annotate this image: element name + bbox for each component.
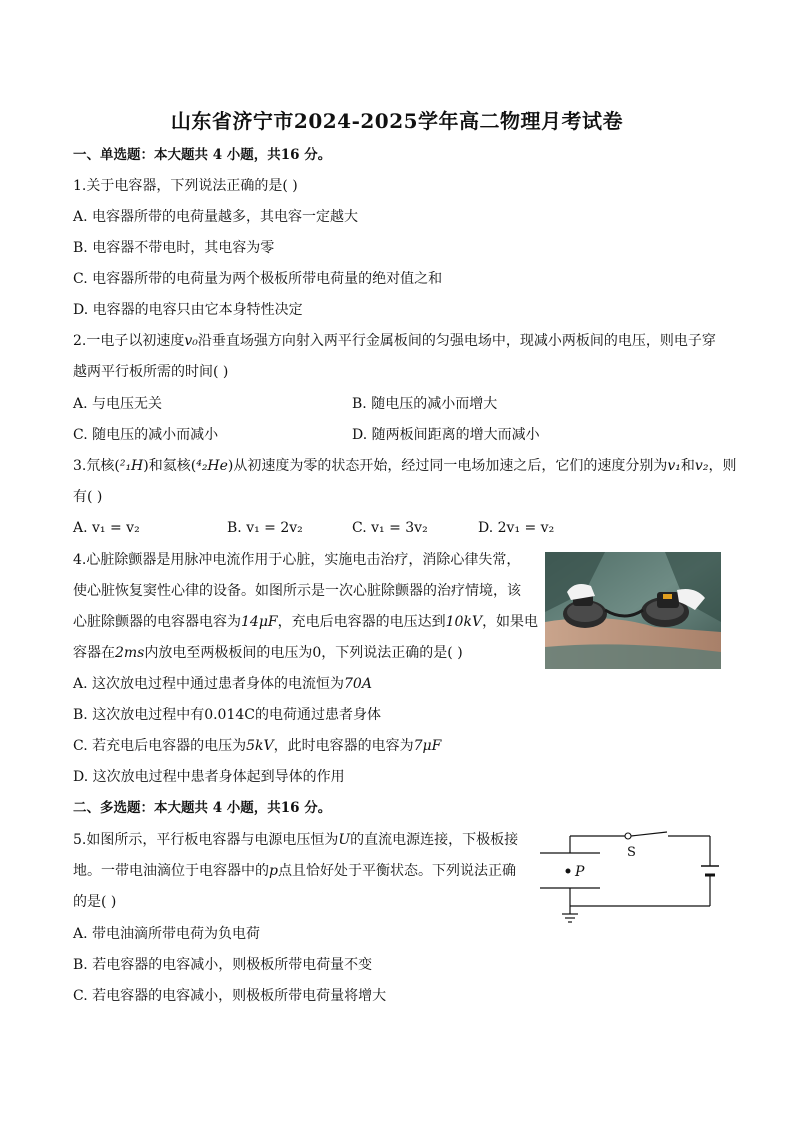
q2-stem-line2: 越两平行板所需的时间( ) bbox=[73, 364, 229, 380]
q4-option-b-text: B. 这次放电过程中有 bbox=[73, 707, 205, 723]
q4-option-b-value: 0.014C bbox=[204, 707, 255, 723]
defibrillator-photo bbox=[545, 552, 721, 669]
q5-text: 地。一带电油滴位于电容器中的 bbox=[73, 863, 269, 879]
q4-voltage: 10kV bbox=[445, 614, 483, 630]
q4-option-c bbox=[73, 736, 441, 756]
q5-stem-line1 bbox=[73, 830, 518, 850]
q4-option-c-value: 7μF bbox=[413, 738, 442, 754]
q4-option-a bbox=[73, 674, 372, 694]
q3-v1: v₁ bbox=[667, 458, 681, 474]
q2-option-d: D. 随两板间距离的增大而减小 bbox=[352, 427, 540, 443]
section-heading-2: 二、多选题：本大题共 4 小题，共16 分。 bbox=[73, 800, 332, 816]
q4-option-b bbox=[73, 705, 381, 725]
q2-option-a: A. 与电压无关 bbox=[73, 396, 163, 412]
q1-option-d: D. 电容器的电容只由它本身特性决定 bbox=[73, 302, 303, 318]
switch-s-label: S bbox=[627, 845, 636, 860]
page-title: 山东省济宁市2024-2025学年高二物理月考试卷 bbox=[170, 109, 624, 133]
q5-option-c: C. 若电容器的电容减小，则极板所带电荷量将增大 bbox=[73, 988, 387, 1004]
q4-time: 2ms bbox=[115, 645, 145, 661]
q5-text: 5.如图所示，平行板电容器与电源电压恒为 bbox=[73, 832, 339, 848]
q2-text: 沿垂直场强方向射入两平行金属板间的匀强电场中，现减小两板间的电压，则电子穿 bbox=[197, 333, 716, 349]
q4-text: ，如果电 bbox=[482, 614, 539, 630]
q4-text: 容器在 bbox=[73, 645, 115, 661]
q2-text: 2.一电子以初速度 bbox=[73, 333, 185, 349]
q1-option-c: C. 电容器所带的电荷量为两个极板所带电荷量的绝对值之和 bbox=[73, 271, 443, 287]
q5-stem-line2 bbox=[73, 861, 516, 881]
circuit-svg bbox=[535, 828, 725, 928]
q5-option-b: B. 若电容器的电容减小，则极板所带电荷量不变 bbox=[73, 957, 373, 973]
q4-stem-line4 bbox=[73, 643, 463, 663]
q3-option-b: B. v₁ = 2v₂ bbox=[227, 520, 303, 536]
defibrillator-illustration bbox=[545, 552, 721, 669]
q2-v0: v₀ bbox=[184, 333, 198, 349]
q2-option-c: C. 随电压的减小而减小 bbox=[73, 427, 219, 443]
q5-stem-line3: 的是( ) bbox=[73, 894, 117, 910]
q5-text: 点且恰好处于平衡状态。下列说法正确 bbox=[277, 863, 516, 879]
q3-helium: ⁴₂He bbox=[196, 458, 228, 474]
q4-text: 心脏除颤器的电容器电容为 bbox=[73, 614, 241, 630]
switch-contact bbox=[625, 833, 631, 839]
q4-option-c-value: 5kV bbox=[246, 738, 274, 754]
q4-option-a-text: A. 这次放电过程中通过患者身体的电流恒为 bbox=[73, 676, 345, 692]
q3-text: ，则 bbox=[708, 458, 737, 474]
q1-option-b: B. 电容器不带电时，其电容为零 bbox=[73, 240, 275, 256]
capacitor-circuit-diagram bbox=[535, 828, 725, 928]
q5-voltage-symbol: U bbox=[338, 832, 351, 848]
q3-text: )从初速度为零的状态开始，经过同一电场加速之后，它们的速度分别为 bbox=[227, 458, 668, 474]
q4-option-b-text: 的电荷通过患者身体 bbox=[255, 707, 381, 723]
q5-text: 的直流电源连接，下极板接 bbox=[350, 832, 519, 848]
q4-option-c-text: ，此时电容器的电容为 bbox=[273, 738, 414, 754]
q3-option-c: C. v₁ = 3v₂ bbox=[352, 520, 428, 536]
q4-option-a-value: 70A bbox=[344, 676, 372, 692]
q4-stem-line3 bbox=[73, 612, 538, 632]
q4-stem-line2: 使心脏恢复窦性心律的设备。如图所示是一次心脏除颤器的治疗情境，该 bbox=[73, 583, 521, 599]
q4-stem-line1: 4.心脏除颤器是用脉冲电流作用于心脏，实施电击治疗，消除心律失常， bbox=[73, 552, 521, 568]
q3-deuteron: ²₁H bbox=[119, 458, 144, 474]
q4-zero: 0 bbox=[312, 645, 322, 661]
q4-text: 内放电至两极板间的电压为 bbox=[144, 645, 313, 661]
q4-text: ，下列说法正确的是( ) bbox=[321, 645, 463, 661]
q5-point-symbol: p bbox=[269, 863, 278, 879]
q4-capacitance: 14μF bbox=[241, 614, 278, 630]
q5-option-a: A. 带电油滴所带电荷为负电荷 bbox=[73, 926, 261, 942]
q3-text: 和 bbox=[680, 458, 695, 474]
q1-option-a: A. 电容器所带的电荷量越多，其电容一定越大 bbox=[73, 209, 359, 225]
q3-option-a: A. v₁ = v₂ bbox=[73, 520, 140, 536]
q3-text: 3.氘核( bbox=[73, 458, 120, 474]
q3-stem-line2: 有( ) bbox=[73, 489, 103, 505]
q4-option-d: D. 这次放电过程中患者身体起到导体的作用 bbox=[73, 769, 345, 785]
q2-stem-line1 bbox=[73, 331, 716, 351]
point-p-label: P bbox=[575, 864, 585, 880]
oil-droplet bbox=[566, 869, 571, 874]
q4-text: ，充电后电容器的电压达到 bbox=[277, 614, 446, 630]
q4-option-c-text: C. 若充电后电容器的电压为 bbox=[73, 738, 247, 754]
q3-option-d: D. 2v₁ = v₂ bbox=[478, 520, 555, 536]
q3-stem-line1 bbox=[73, 456, 736, 476]
q3-text: )和氦核( bbox=[143, 458, 197, 474]
q1-stem: 1.关于电容器，下列说法正确的是( ) bbox=[73, 178, 298, 194]
section-heading-1: 一、单选题：本大题共 4 小题，共16 分。 bbox=[73, 147, 332, 163]
q3-v2: v₂ bbox=[694, 458, 709, 474]
q2-option-b: B. 随电压的减小而增大 bbox=[352, 396, 498, 412]
